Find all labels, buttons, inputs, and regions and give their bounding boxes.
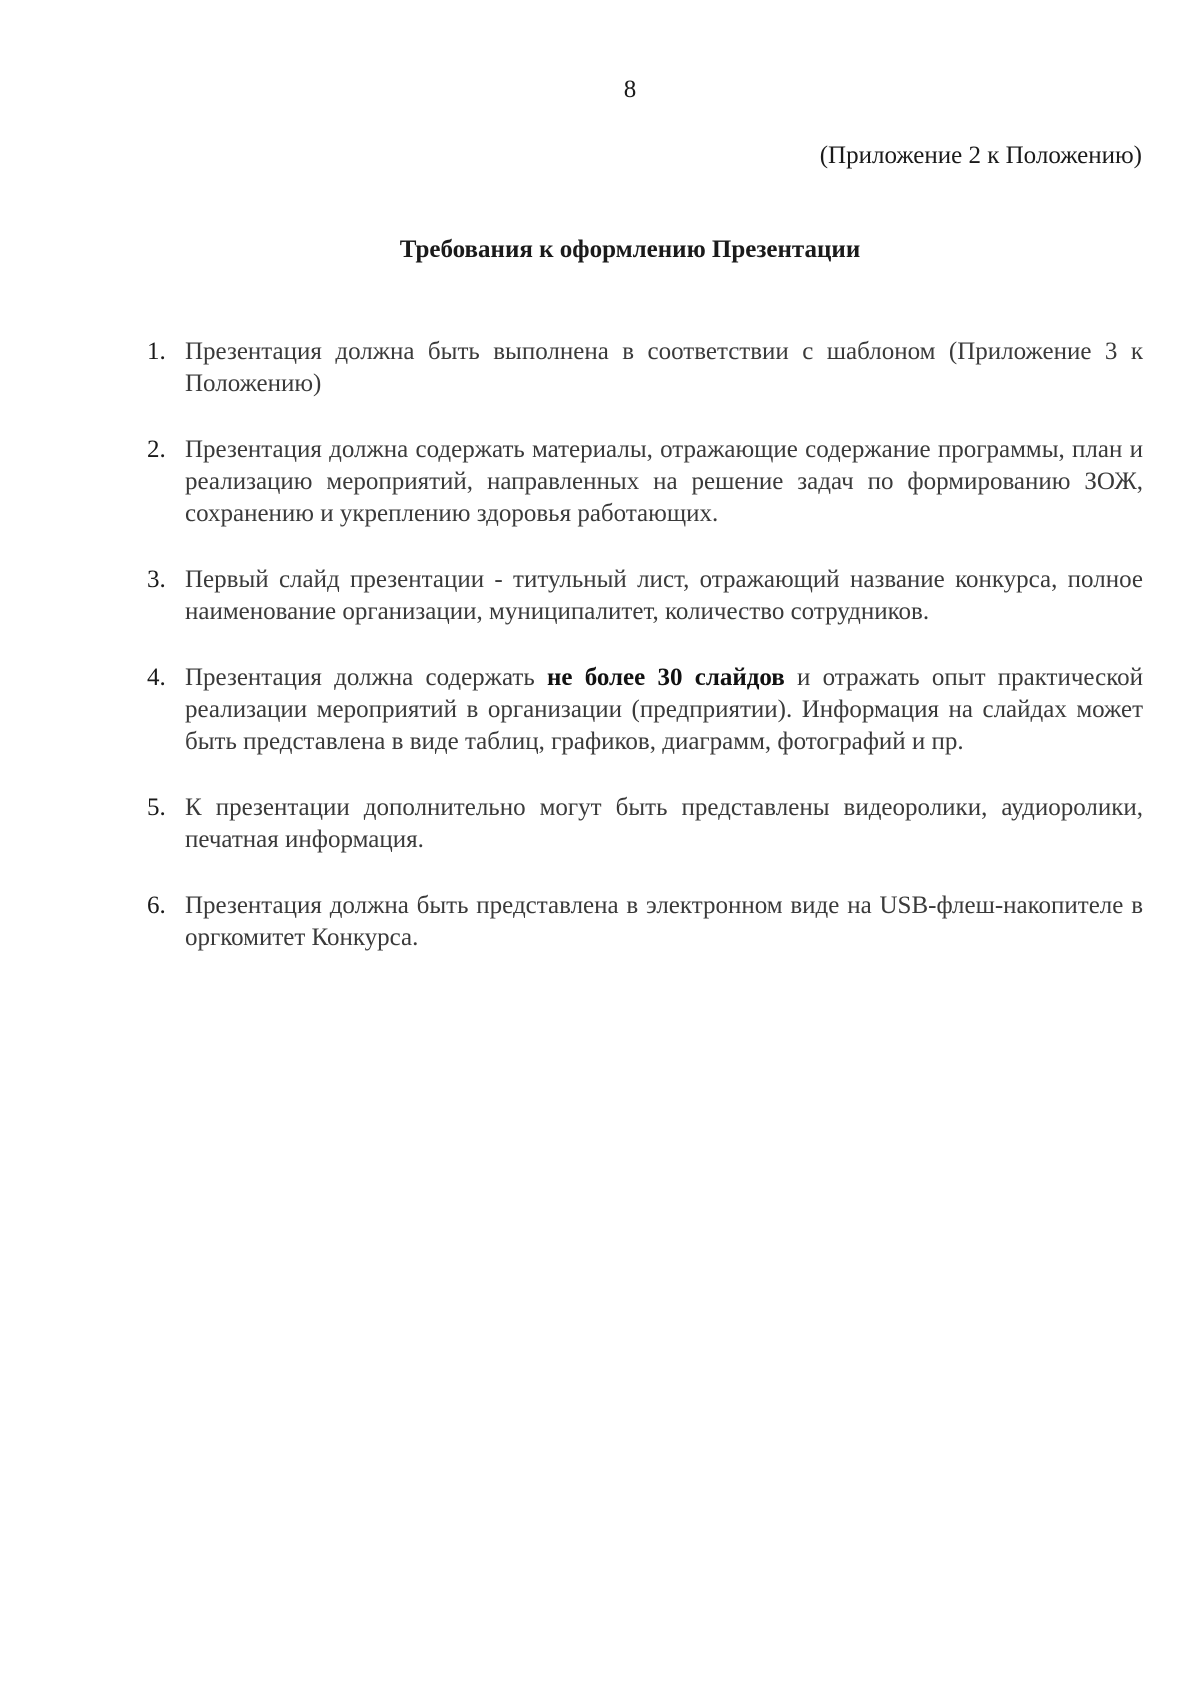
list-item xyxy=(147,792,1143,856)
page-number: 8 xyxy=(623,76,637,103)
item-number: 5. xyxy=(147,794,166,821)
item-text: Презентация должна содержать материалы, отражающие содержание программы, план и реализацию мероприятий, направленных на решение задач по формированию ЗОЖ, сохранению и укреплению здоровья работающих. xyxy=(185,436,1143,527)
list-item xyxy=(147,890,1143,954)
list-item xyxy=(147,434,1143,530)
item-number: 4. xyxy=(147,664,166,691)
item-text: Первый слайд презентации - титульный лист, отражающий название конкурса, полное наименование организации, муниципалитет, количество сотрудников. xyxy=(185,566,1143,625)
item-text-bold: не более 30 слайдов xyxy=(546,664,785,691)
item-text: Презентация должна быть выполнена в соответствии с шаблоном (Приложение 3 к Положению) xyxy=(185,338,1143,397)
item-number: 6. xyxy=(147,892,166,919)
list-item xyxy=(147,662,1143,758)
item-text xyxy=(185,662,1143,758)
item-text: Презентация должна быть представлена в электронном виде на USB-флеш-накопителе в оргкомитет Конкурса. xyxy=(185,892,1143,951)
item-text-before: Презентация должна содержать xyxy=(185,664,547,691)
list-item xyxy=(147,564,1143,628)
item-number: 1. xyxy=(147,338,166,365)
item-text-after: и отражать опыт практической реализации мероприятий в организации (предприятии). Информация на слайдах может быть представлена в виде таблиц, графиков, диаграмм, фотографий и пр. xyxy=(185,664,1143,755)
item-number: 3. xyxy=(147,566,166,593)
document-title: Требования к оформлению Презентации xyxy=(399,236,861,263)
requirements-list xyxy=(147,336,1143,988)
item-number: 2. xyxy=(147,436,166,463)
appendix-note: (Приложение 2 к Положению) xyxy=(819,142,1142,169)
list-item xyxy=(147,336,1143,400)
item-text: К презентации дополнительно могут быть представлены видеоролики, аудиоролики, печатная информация. xyxy=(185,794,1143,853)
